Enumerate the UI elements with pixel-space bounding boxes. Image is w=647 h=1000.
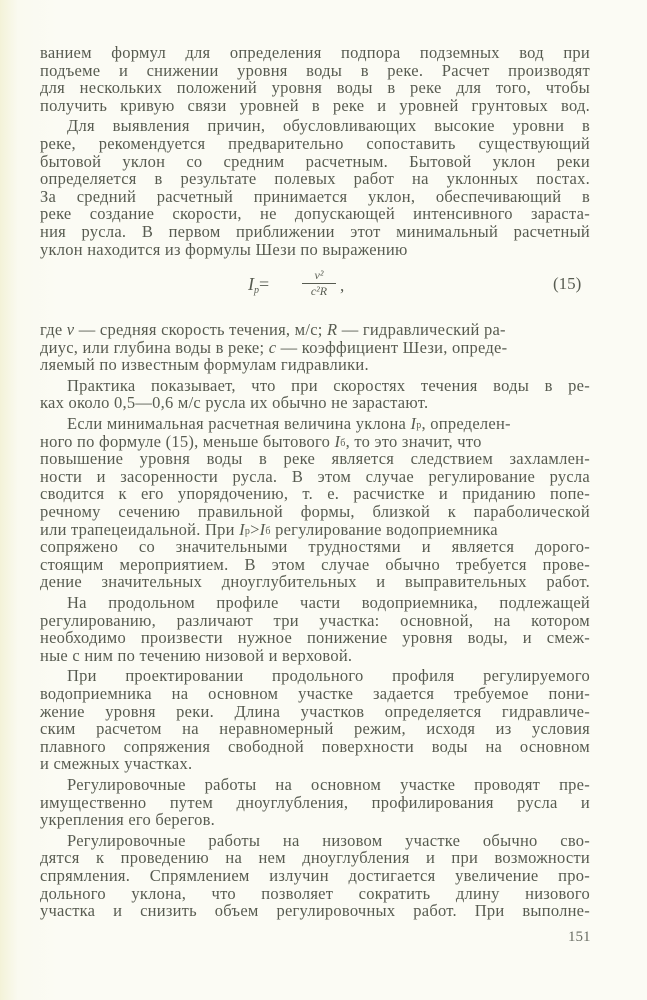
text-segment: или трапецеидальной. При [40, 519, 240, 539]
math-subscript: б [340, 437, 346, 449]
text-line: дение значительных дноуглубительных и выправительных работ. [40, 572, 590, 592]
text-line: участка и снизить объем регулировочных работ. При выполне- [40, 901, 590, 921]
math-variable: I [259, 519, 266, 539]
text-segment: где [40, 320, 67, 339]
text-line [67, 415, 590, 432]
text-line: Практика показывает, что при скоростях течения воды в ре- [67, 375, 590, 395]
text-line: укрепления его берегов. [40, 810, 216, 830]
text-line: повышение уровня воды в реке является следствием захламлен- [40, 449, 590, 469]
text-line: ные с ним по течению низовой и верховой. [40, 645, 353, 665]
text-line: дятся к проведению на нем дноуглубления и при возможности [40, 848, 590, 868]
formula-numerator: v² [302, 268, 336, 284]
text-line: ским расчетом на неравномерный режим, исходя из условия [40, 719, 590, 739]
text-line: Для выявления причин, обусловливающих высокие уровни в [67, 116, 590, 136]
text-segment: — коэффициент Шези, опреде- [276, 337, 508, 357]
text-line: спрямления. Спрямлением излучин достигается увеличение про- [40, 866, 590, 885]
text-segment: регулирование водоприемника [270, 519, 498, 539]
text-line [40, 321, 590, 338]
formula-comma: , [340, 276, 345, 295]
formula-subscript: р [254, 285, 259, 296]
math-subscript: р [244, 525, 251, 537]
math-variable: c [268, 337, 277, 357]
text-line: бытовой уклон со средним расчетным. Бытовой уклон реки [40, 151, 590, 171]
math-subscript: р [416, 420, 422, 431]
formula-fraction [302, 268, 336, 299]
text-line: ляемый по известным формулам гидравлики. [40, 355, 369, 375]
text-line: При проектировании продольного профиля регулируемого [67, 666, 590, 686]
text-line: определяется в результате полевых работ на уклонных постах. [40, 169, 590, 189]
text-line: и смежных участках. [40, 754, 193, 774]
text-line [40, 433, 590, 450]
math-variable: v [66, 320, 75, 339]
text-line: жение уровня реки. Длина участков определяется гидравличе- [40, 701, 590, 721]
text-line: для нескольких положений уровня воды в реке для того, чтобы [40, 78, 590, 98]
text-segment: Если минимальная расчетная величина уклона [67, 414, 411, 433]
text-segment: — средняя скорость течения, м/с; [74, 320, 327, 339]
text-line [40, 339, 590, 356]
text-line: реке создание скорости, не допускающей интенсивного зараста- [40, 204, 590, 224]
text-line: необходимо произвести нужное понижение уровня воды, и смеж- [40, 628, 590, 648]
math-variable: I [239, 519, 245, 539]
text-line: подъеме и снижении уровня воды в реке. Расчет производят [40, 60, 590, 80]
text-line [40, 521, 590, 538]
math-variable: I [334, 431, 341, 451]
math-variable: I [410, 414, 417, 433]
text-line: уклон находится из формулы Шези по выражению [40, 239, 408, 259]
text-line: ванием формул для определения подпора подземных вод при [40, 43, 590, 62]
text-line: речному сечению правильной формы, близкой к параболической [40, 502, 590, 521]
text-line: За средний расчетный принимается уклон, обеспечивающий в [40, 186, 590, 206]
text-line: сводится к его упорядочению, т. е. расчистке и приданию попе- [40, 484, 590, 504]
formula-variable: I [248, 274, 254, 294]
text-line: Регулировочные работы на основном участке проводят пре- [67, 775, 590, 794]
text-segment: > [250, 519, 260, 539]
text-line: плавного сопряжения свободной поверхности воды на основном [40, 736, 590, 756]
text-line: сопряжено со значительными трудностями и является дорого- [40, 537, 590, 557]
text-line: дольного уклона, что позволяет сократить длину низового [40, 883, 590, 903]
text-segment: ного по формуле (15), меньше бытового [40, 431, 335, 451]
text-line: имущественно путем дноуглубления, профилирования русла и [40, 792, 590, 812]
text-segment: диус, или глубина воды в реке; [40, 337, 269, 357]
formula-lhs [248, 274, 269, 294]
text-line: Регулировочные работы на низовом участке обычно сво- [67, 830, 590, 850]
text-line: На продольном профиле части водоприемника, подлежащей [67, 593, 590, 612]
text-line: реке, рекомендуется предварительно сопоставить существующий [40, 134, 590, 153]
text-segment: , определен- [421, 414, 511, 433]
text-segment: — гидравлический ра- [337, 320, 506, 339]
formula-equals: = [259, 274, 270, 294]
text-line: ках около 0,5—0,6 м/с русла их обычно не зарастают. [40, 393, 429, 413]
page-number: 151 [568, 929, 591, 945]
text-line: ности и засоренности русла. В этом случае регулирование русла [40, 466, 590, 486]
equation-number: (15) [553, 274, 582, 293]
text-line: водоприемника на основном участке задается требуемое пони- [40, 684, 590, 703]
text-line: получить кривую связи уровней в реке и уровней грунтовых вод. [40, 95, 590, 115]
text-line: ния русла. В первом приближении этот минимальный расчетный [40, 222, 590, 241]
text-segment: , то это значит, что [345, 431, 482, 451]
math-subscript: б [265, 525, 271, 537]
formula-denominator: c²R [310, 284, 328, 298]
math-variable: R [326, 320, 338, 339]
text-line: стоящим мероприятием. В этом случае обычно требуется прове- [40, 554, 590, 574]
text-line: регулированию, различают три участка: основной, на котором [40, 610, 590, 630]
formula-15 [0, 264, 647, 308]
